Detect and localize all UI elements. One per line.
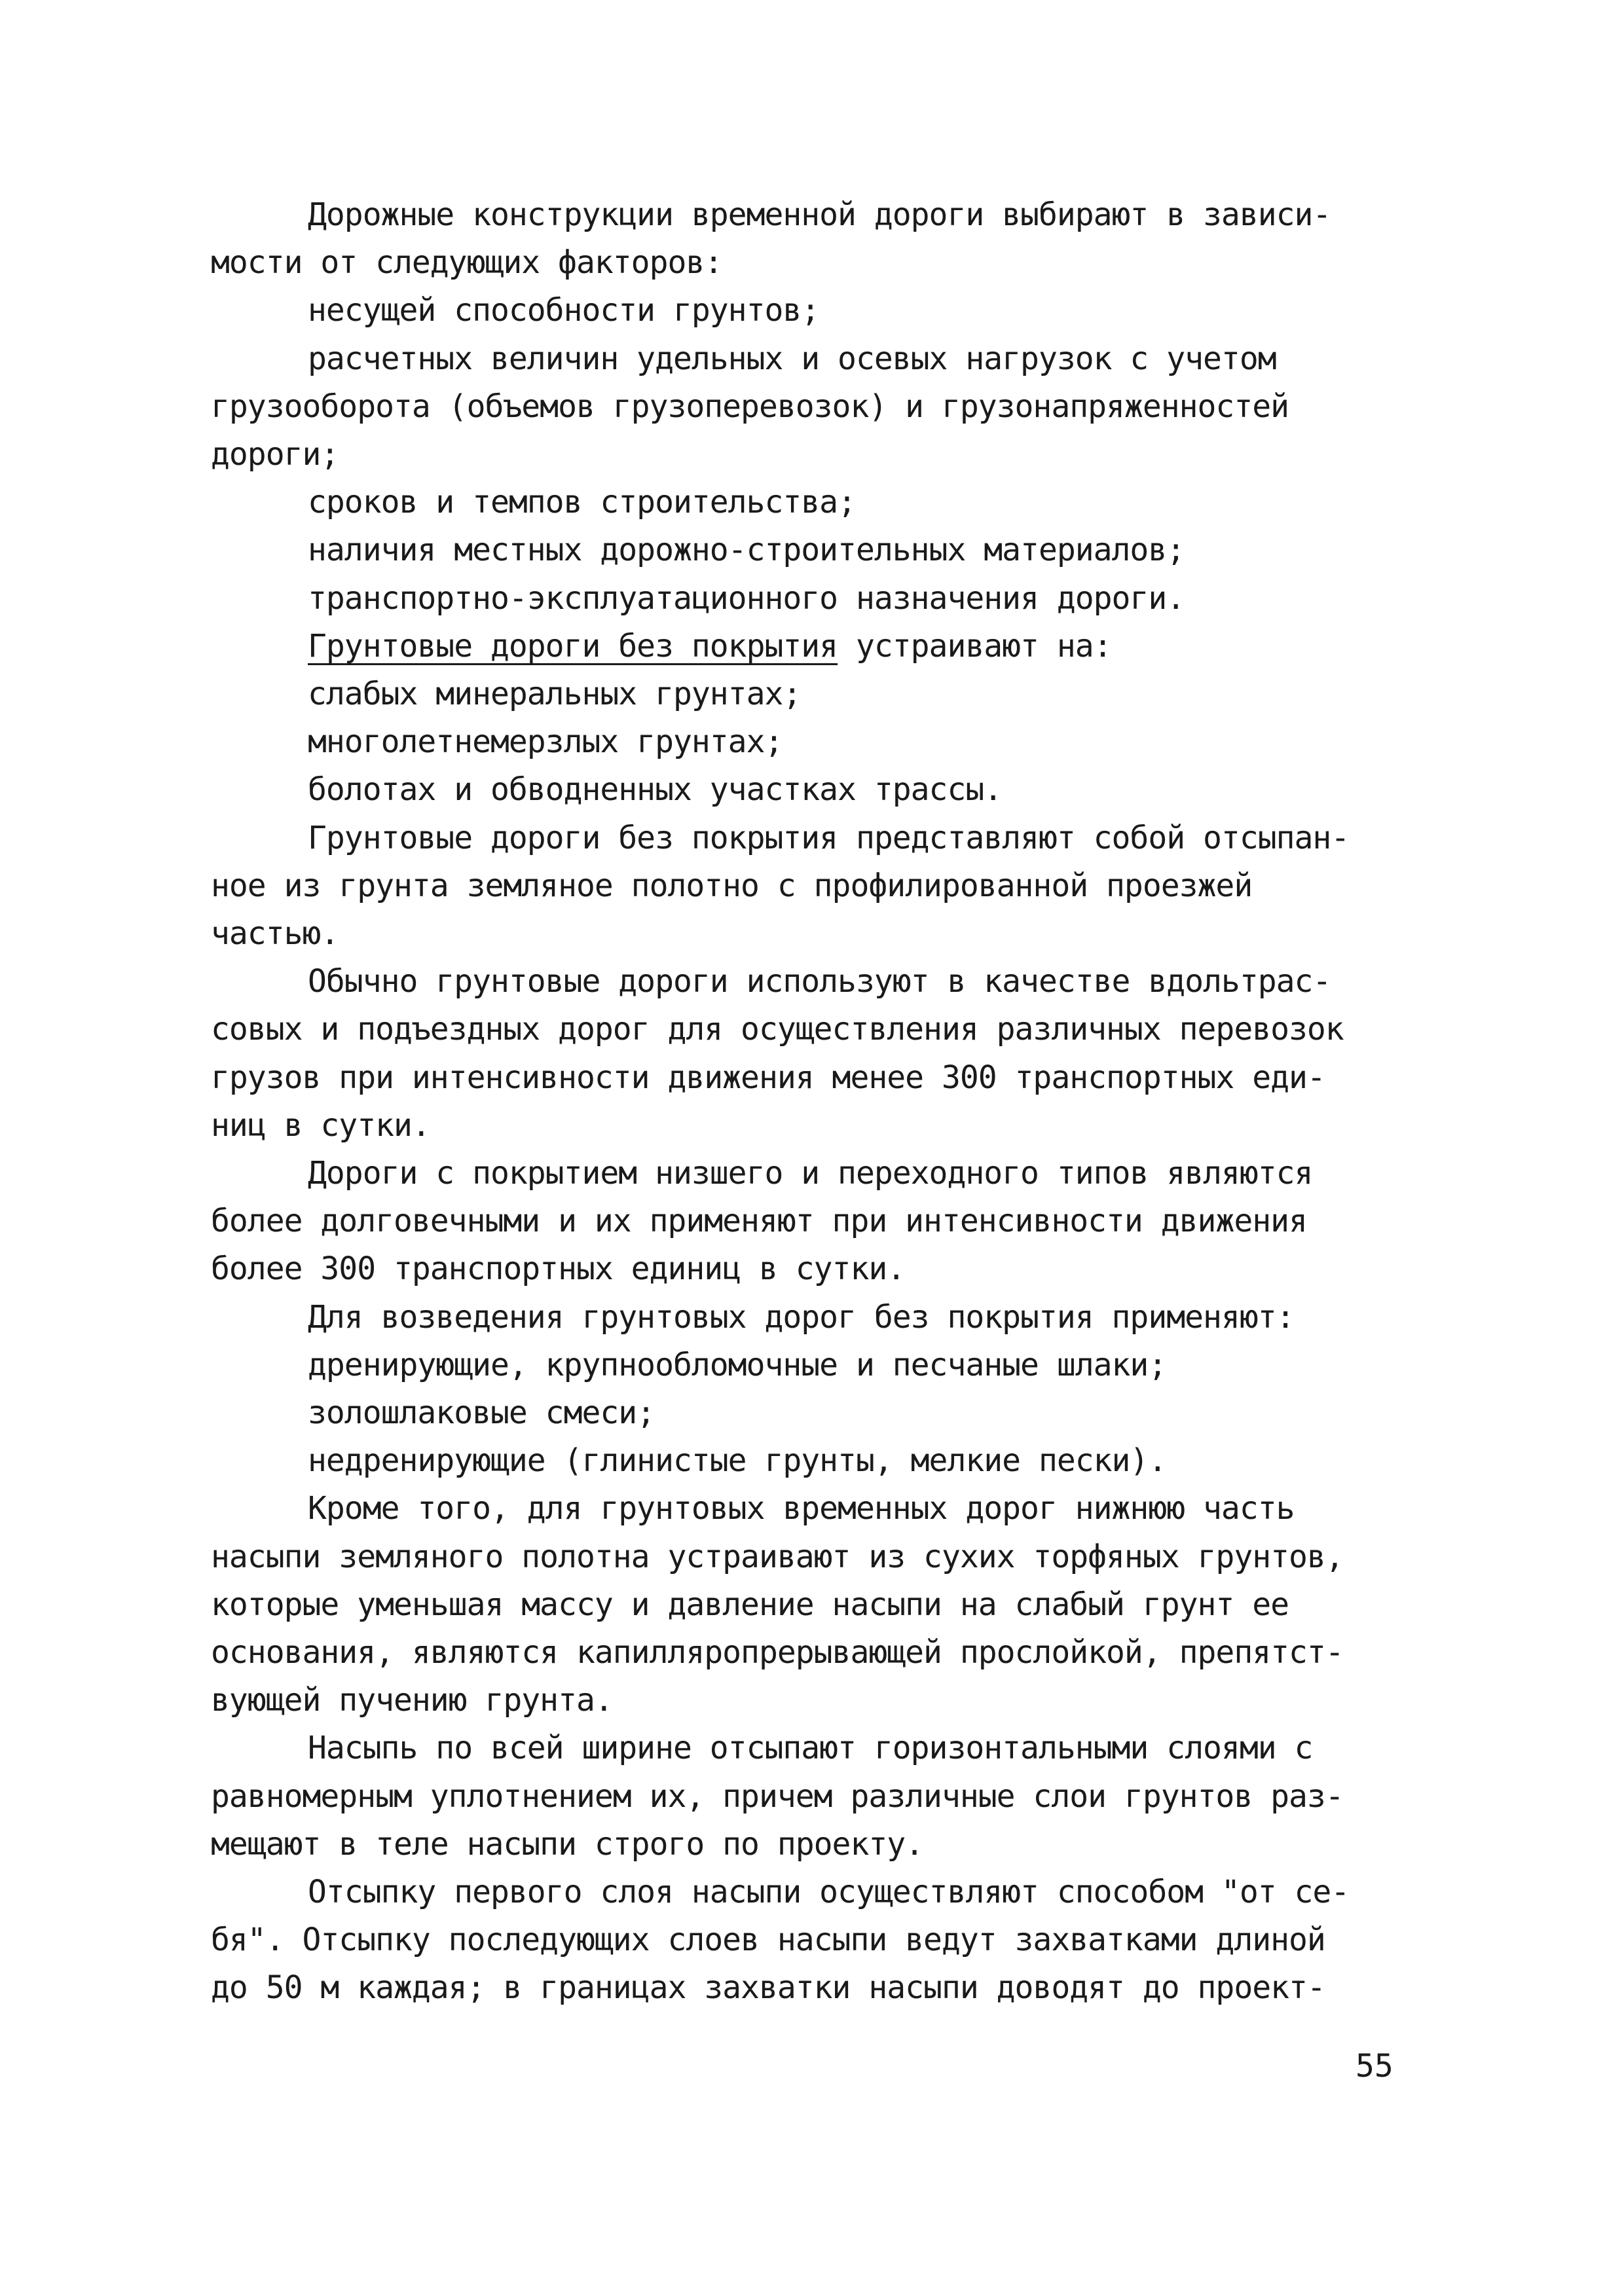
text-line bbox=[308, 191, 1331, 238]
text-line bbox=[211, 1581, 1289, 1628]
line-text: недренирующие (глинистые грунты, мелкие пески). bbox=[308, 1442, 1167, 1480]
line-text: Дорожные конструкции временной дороги выбирают в зависи- bbox=[308, 196, 1331, 233]
line-text: наличия местных дорожно-строительных материалов; bbox=[308, 532, 1185, 569]
text-line bbox=[211, 1533, 1344, 1580]
line-text: несущей способности грунтов; bbox=[308, 292, 820, 329]
text-line bbox=[211, 383, 1289, 430]
text-line bbox=[308, 623, 1112, 670]
line-text: Отсыпку первого слоя насыпи осуществляют способом "от се- bbox=[308, 1874, 1350, 1910]
text-line bbox=[308, 1485, 1295, 1532]
text-line bbox=[211, 910, 339, 957]
text-line bbox=[308, 575, 1185, 622]
text-line bbox=[308, 526, 1185, 574]
text-line bbox=[211, 1197, 1307, 1245]
line-text: Дороги с покрытием низшего и переходного типов являются bbox=[308, 1155, 1313, 1192]
line-text: Кроме того, для грунтовых временных дорог нижнюю часть bbox=[308, 1490, 1295, 1527]
text-line bbox=[308, 670, 801, 718]
line-text: транспортно-эксплуатационного назначения дороги. bbox=[308, 579, 1185, 617]
line-text: частью. bbox=[211, 915, 339, 952]
text-line bbox=[211, 1677, 613, 1724]
line-text: Для возведения грунтовых дорог без покрытия применяют: bbox=[308, 1298, 1295, 1336]
line-text: дренирующие, крупнообломочные и песчаные шлаки; bbox=[308, 1346, 1167, 1383]
line-text: Насыпь по всей ширине отсыпают горизонтальными слоями с bbox=[308, 1730, 1313, 1767]
text-line bbox=[211, 862, 1252, 909]
line-text: грузооборота (объемов грузоперевозок) и грузонапряженностей bbox=[211, 388, 1289, 425]
text-line bbox=[211, 1054, 1325, 1101]
text-line bbox=[211, 1006, 1344, 1053]
line-text: более 300 транспортных единиц в сутки. bbox=[211, 1250, 906, 1288]
text-line bbox=[211, 1821, 923, 1868]
underlined-phrase: Грунтовые дороги без покрытия bbox=[308, 627, 838, 665]
line-text: Грунтовые дороги без покрытия представляют собой отсыпан- bbox=[308, 819, 1350, 856]
line-text: ное из грунта земляное полотно с профилированной проезжей bbox=[211, 867, 1253, 904]
text-line bbox=[308, 814, 1349, 862]
text-line bbox=[211, 1773, 1344, 1820]
line-text: мещают в теле насыпи строго по проекту. bbox=[211, 1825, 924, 1863]
text-line bbox=[308, 1868, 1349, 1916]
text-line bbox=[211, 1629, 1344, 1676]
text-line bbox=[211, 1245, 905, 1292]
line-text: вующей пучению грунта. bbox=[211, 1682, 613, 1719]
line-text: ниц в сутки. bbox=[211, 1106, 430, 1144]
text-line bbox=[211, 239, 722, 286]
text-line bbox=[308, 1341, 1166, 1389]
line-text: равномерным уплотнением их, причем различные слои грунтов раз- bbox=[211, 1777, 1344, 1815]
line-text: совых и подъездных дорог для осуществления различных перевозок bbox=[211, 1011, 1344, 1048]
text-line bbox=[308, 718, 783, 765]
text-line bbox=[308, 766, 1002, 813]
text-line bbox=[211, 431, 339, 478]
text-line bbox=[308, 1294, 1295, 1341]
text-line bbox=[211, 1964, 1325, 2011]
text-line bbox=[308, 958, 1331, 1005]
line-text: многолетнемерзлых грунтах; bbox=[308, 723, 783, 761]
line-text: до 50 м каждая; в границах захватки насыпи доводят до проект- bbox=[211, 1969, 1325, 2007]
line-text: устраивают на: bbox=[838, 627, 1112, 665]
text-line bbox=[308, 1389, 655, 1436]
line-text: золошлаковые смеси; bbox=[308, 1394, 655, 1431]
line-text: мости от следующих факторов: bbox=[211, 244, 723, 282]
line-text: расчетных величин удельных и осевых нагрузок с учетом bbox=[308, 340, 1276, 377]
text-line bbox=[211, 1916, 1325, 1963]
text-line bbox=[308, 1150, 1312, 1197]
line-text: которые уменьшая массу и давление насыпи на слабый грунт ее bbox=[211, 1586, 1289, 1623]
page-number: 55 bbox=[1356, 2048, 1393, 2085]
text-line bbox=[308, 287, 819, 334]
text-line bbox=[308, 335, 1276, 382]
text-line bbox=[308, 1437, 1166, 1484]
line-text: бя". Отсыпку последующих слоев насыпи ведут захватками длиной bbox=[211, 1922, 1325, 1959]
line-text: дороги; bbox=[211, 436, 339, 473]
line-text: основания, являются капилляропрерывающей прослойкой, препятст- bbox=[211, 1634, 1344, 1671]
line-text: болотах и обводненных участках трассы. bbox=[308, 771, 1003, 809]
line-text: сроков и темпов строительства; bbox=[308, 484, 856, 521]
line-text: грузов при интенсивности движения менее 300 транспортных еди- bbox=[211, 1059, 1325, 1096]
line-text: Обычно грунтовые дороги используют в качестве вдольтрас- bbox=[308, 963, 1331, 1000]
text-line bbox=[308, 479, 856, 526]
text-line bbox=[308, 1724, 1312, 1772]
text-line bbox=[211, 1102, 430, 1149]
line-text: слабых минеральных грунтах; bbox=[308, 676, 802, 712]
line-text: более долговечными и их применяют при интенсивности движения bbox=[211, 1203, 1307, 1240]
line-text: насыпи земляного полотна устраивают из сухих торфяных грунтов, bbox=[211, 1538, 1344, 1575]
